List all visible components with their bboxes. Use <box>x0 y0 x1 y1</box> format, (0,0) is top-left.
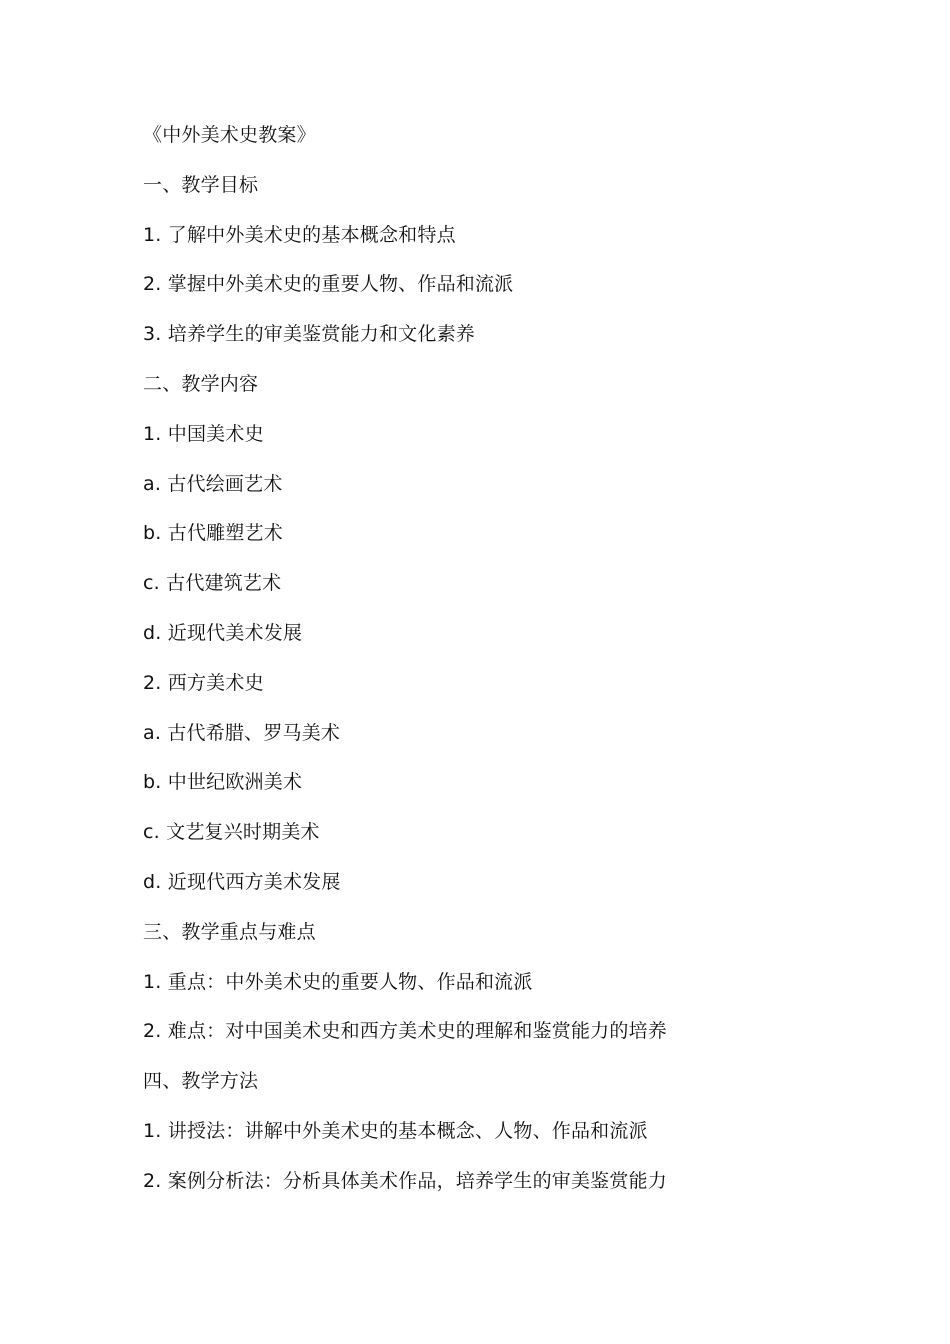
content-subitem-modern-western-art: d. 近现代西方美术发展 <box>143 870 341 893</box>
content-subitem-ancient-architecture: c. 古代建筑艺术 <box>143 572 282 595</box>
content-item-chinese-art-history: 1. 中国美术史 <box>143 422 264 445</box>
difficulty-item: 2. 难点：对中国美术史和西方美术史的理解和鉴赏能力的培养 <box>143 1020 667 1043</box>
key-point-item: 1. 重点：中外美术史的重要人物、作品和流派 <box>143 970 533 993</box>
section-heading-content: 二、教学内容 <box>143 372 259 395</box>
document-body <box>143 111 843 1207</box>
content-subitem-ancient-painting: a. 古代绘画艺术 <box>143 472 283 495</box>
content-subitem-renaissance-art: c. 文艺复兴时期美术 <box>143 821 320 844</box>
document-title: 《中外美术史教案》 <box>143 124 316 146</box>
content-subitem-modern-chinese-art: d. 近现代美术发展 <box>143 621 303 644</box>
content-subitem-medieval-art: b. 中世纪欧洲美术 <box>143 771 303 794</box>
section-heading-key-points: 三、教学重点与难点 <box>143 920 316 943</box>
content-subitem-ancient-sculpture: b. 古代雕塑艺术 <box>143 522 283 545</box>
content-item-western-art-history: 2. 西方美术史 <box>143 671 264 694</box>
section-heading-methods: 四、教学方法 <box>143 1070 259 1093</box>
content-subitem-greek-roman-art: a. 古代希腊、罗马美术 <box>143 721 341 744</box>
section-heading-objectives: 一、教学目标 <box>143 173 259 196</box>
method-item-lecture: 1. 讲授法：讲解中外美术史的基本概念、人物、作品和流派 <box>143 1119 648 1142</box>
objective-item-1: 1. 了解中外美术史的基本概念和特点 <box>143 223 456 246</box>
objective-item-3: 3. 培养学生的审美鉴赏能力和文化素养 <box>143 323 475 346</box>
objective-item-2: 2. 掌握中外美术史的重要人物、作品和流派 <box>143 273 514 296</box>
method-item-case-analysis: 2. 案例分析法：分析具体美术作品，培养学生的审美鉴赏能力 <box>143 1169 667 1192</box>
